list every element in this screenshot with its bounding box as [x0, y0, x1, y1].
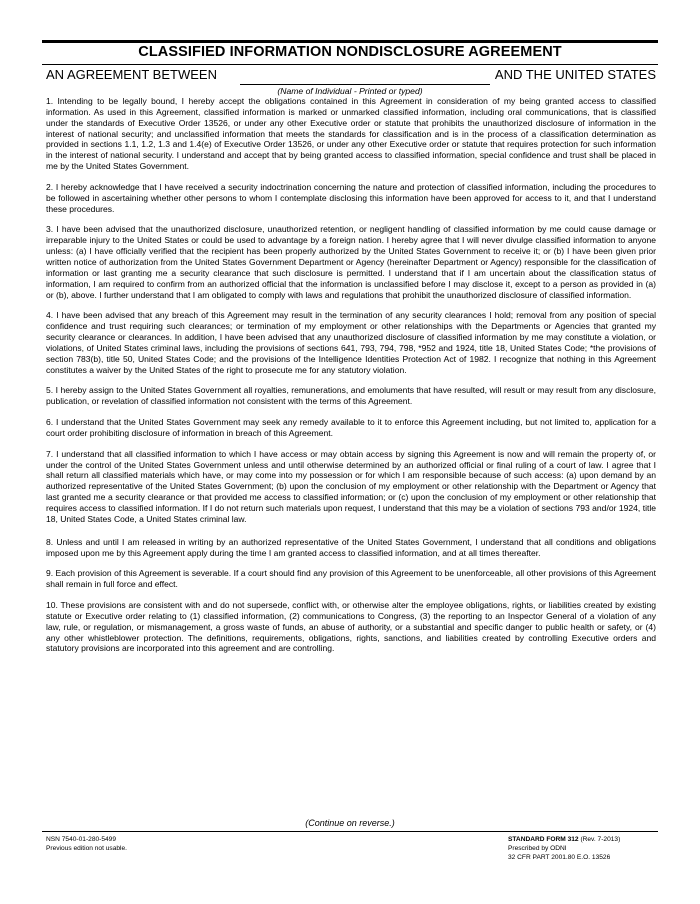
individual-name-field[interactable]: [240, 84, 490, 85]
paragraph-9: 9. Each provision of this Agreement is severable. If a court should find any provision of this Agreement to be unenforceable, all other provisions of this Agreement shall remain in full force and effect.: [46, 568, 656, 590]
name-caption: (Name of Individual - Printed or typed): [277, 86, 423, 96]
form-title: CLASSIFIED INFORMATION NONDISCLOSURE AGREEMENT: [138, 44, 562, 60]
cfr-reference: 32 CFR PART 2001.80 E.O. 13526: [508, 854, 611, 861]
nsn-number: NSN 7540-01-280-5499: [46, 836, 117, 843]
revision-date: (Rev. 7-2013): [580, 836, 621, 843]
footer-left: [46, 835, 127, 853]
title-rule: [42, 64, 658, 65]
continue-note: (Continue on reverse.): [305, 818, 395, 828]
prescribed-by: Prescribed by ODNI: [508, 845, 567, 852]
paragraph-4: 4. I have been advised that any breach of this Agreement may result in the termination of any security clearances I hold; removal from any position of special confidence and trust requiring such clearances; or termination of my employment or other relationships with the Departments or Agencies that granted my security clearance or clearances. In addition, I have been advised that any unauthorized disclosure of classified information by me may constitute a violation, or violations, of United States criminal laws, including the provisions of sections 641, 793, 794, 798, *952 and 1924, title 18, United States Code; *the provisions of section 783(b), title 50, United States Code; and the provisions of the Intelligence Identities Protection Act of 1982. I recognize that nothing in this Agreement constitutes a waiver by the United States of the right to prosecute me for any statutory violation.: [46, 310, 656, 375]
paragraph-2: 2. I hereby acknowledge that I have received a security indoctrination concerning the nature and protection of classified information, including the procedures to be followed in ascertaining whether other persons to whom I contemplate disclosing this information have been approved for access to it, and that I understand these procedures.: [46, 181, 656, 214]
form-designation: [508, 835, 620, 844]
paragraph-3: 3. I have been advised that the unauthorized disclosure, unauthorized retention, or negligent handling of classified information by me could cause damage or irreparable injury to the United States or could be used to advantage by a foreign nation. I hereby agree that I will never divulge classified information to anyone unless: (a) I have officially verified that the recipient has been properly authorized by the United States Government to receive it; or (b) I have been given prior written notice of authorization from the United States Government Department or Agency (hereinafter Department or Agency) responsible for the classification of information or last granting me a security clearance that such disclosure is permitted. I understand that if I am uncertain about the classification status of information, I am required to confirm from an authorized official that the information is unclassified before I may disclose it, except to a person as provided in (a) or (b), above. I further understand that I am obligated to comply with laws and regulations that prohibit the unauthorized disclosure of classified information.: [46, 224, 656, 300]
top-rule: [42, 40, 658, 43]
paragraph-8: 8. Unless and until I am released in writing by an authorized representative of the United States Government, I understand that all conditions and obligations imposed upon me by this Agreement apply during the time I am granted access to classified information, and at all times thereafter.: [46, 536, 656, 558]
paragraph-10: 10. These provisions are consistent with and do not supersede, conflict with, or otherwise alter the employee obligations, rights, or liabilities created by existing statute or Executive order relating to (1) classified information, (2) communications to Congress, (3) the reporting to an Inspector General of a violation of any law, rule, or regulation, or mismanagement, a gross waste of funds, an abuse of authority, or a substantial and specific danger to public health or safety, or (4) any other whistleblower protection. The definitions, requirements, obligations, rights, sanctions, and liabilities created by controlling Executive orders and statutory provisions are incorporated into this agreement and are controlling.: [46, 600, 656, 654]
agreement-body: [46, 96, 656, 664]
paragraph-7: 7. I understand that all classified information to which I have access or may obtain access by signing this Agreement is now and will remain the property of, or under the control of the United States Government unless and until otherwise determined by an authorized official or final ruling of a court of law. I agree that I shall return all classified materials which have, or may come into my possession or for which I am responsible because of such access: (a) upon demand by an authorized representative of the United States Government; (b) upon the conclusion of my employment or other relationship with the Department or Agency that last granted me a security clearance or that provided me access to classified information; or (c) upon the conclusion of my employment or other relationship that requires access to classified information. If I do not return such materials upon request, I understand that this may be a violation of sections 793 and/or 1924, title 18, United States Code, a United States criminal law.: [46, 448, 656, 524]
united-states-label: AND THE UNITED STATES: [494, 67, 656, 82]
paragraph-5: 5. I hereby assign to the United States Government all royalties, remunerations, and emoluments that have resulted, will result or may result from any disclosure, publication, or revelation of classified information not consistent with the terms of this Agreement.: [46, 385, 656, 407]
previous-edition-note: Previous edition not usable.: [46, 845, 128, 852]
paragraph-1: 1. Intending to be legally bound, I hereby accept the obligations contained in this Agreement in consideration of my being granted access to classified information. As used in this Agreement, classified information is marked or unmarked classified information, including oral communications, that is classified under the standards of Executive Order 13526, or under any other Executive order or statute that prohibits the unauthorized disclosure of information in the interest of national security; and unclassified information that meets the standards for classification and is in the process of a classification determination as provided in sections 1.1, 1.2, 1.3 and 1.4(e) of Executive Order 13526, or under any other Executive order or statute that requires protection for such information in the interest of national security. I understand and accept that by being granted access to classified information, special confidence and trust shall be placed in me by the United States Government.: [46, 96, 656, 172]
agreement-parties-row: [46, 67, 656, 85]
standard-form-number: STANDARD FORM 312: [508, 836, 579, 843]
paragraph-6: 6. I understand that the United States Government may seek any remedy available to it to enforce this Agreement including, but not limited to, application for a court order prohibiting disclosure of information in breach of this Agreement.: [46, 417, 656, 438]
footer-rule: [42, 831, 658, 832]
agreement-between-label: AN AGREEMENT BETWEEN: [46, 67, 217, 82]
footer-right: [508, 835, 620, 862]
